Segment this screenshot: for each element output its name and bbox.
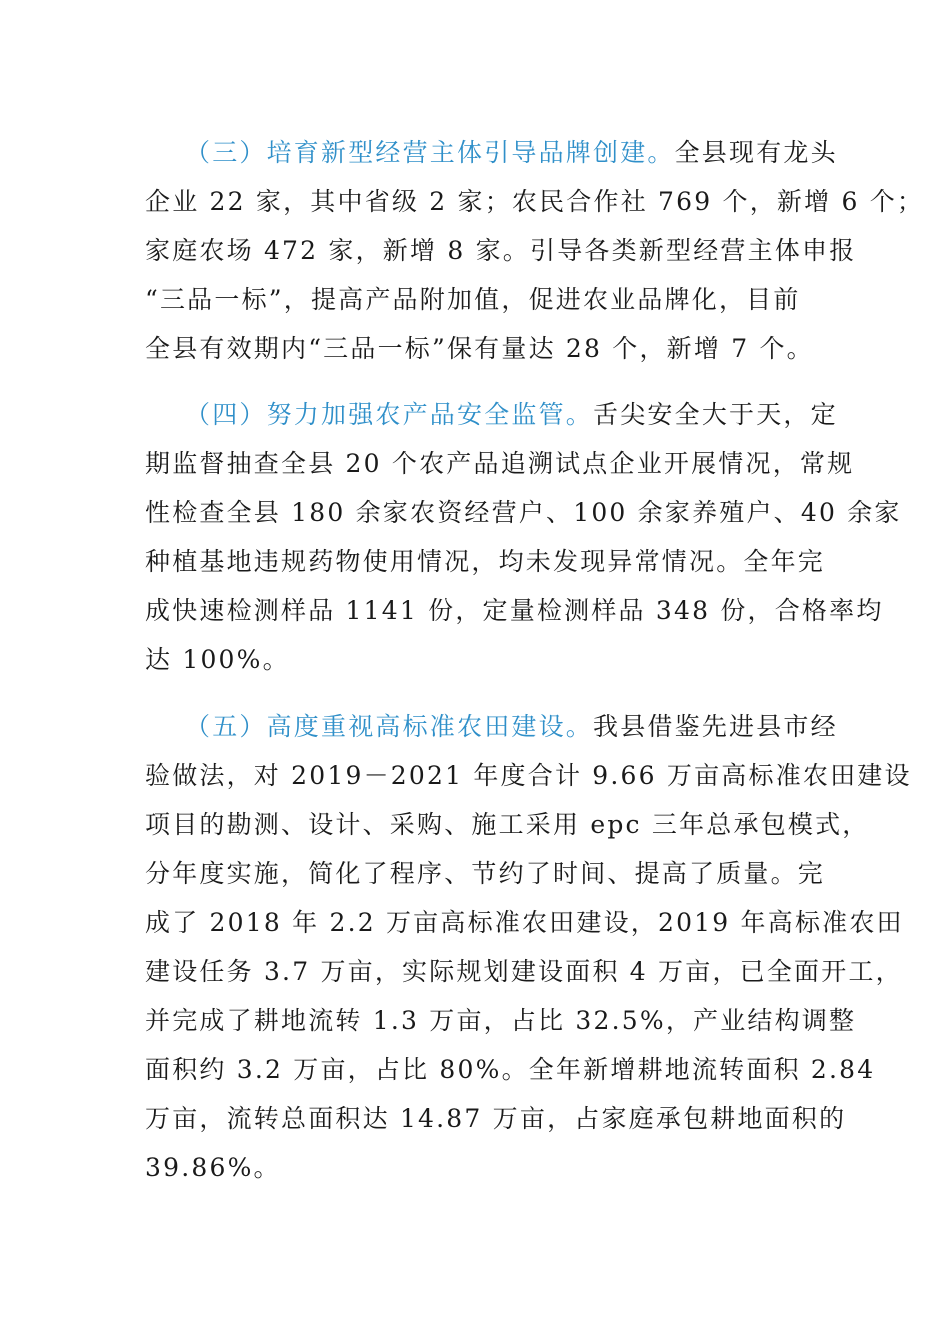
paragraph-line: 建设任务 3.7 万亩，实际规划建设面积 4 万亩，已全面开工， [145,957,903,986]
paragraph-line: 种植基地违规药物使用情况，均未发现异常情况。全年完 [145,547,826,576]
paragraph-line: 成快速检测样品 1141 份，定量检测样品 348 份，合格率均 [145,596,884,625]
paragraph-section-5 [145,702,912,1192]
section-heading: （三）培育新型经营主体引导品牌创建。 [185,138,675,167]
paragraph-line: 全县有效期内“三品一标”保有量达 28 个，新增 7 个。 [145,334,814,363]
paragraph-line: 达 100%。 [145,645,290,674]
paragraph-first-line [145,128,838,177]
paragraph-text: 我县借鉴先进县市经 [593,712,838,741]
paragraph-first-line [145,390,838,439]
paragraph-line: 验做法，对 2019－2021 年度合计 9.66 万亩高标准农田建设 [145,761,912,790]
section-heading: （四）努力加强农产品安全监管。 [185,400,594,429]
paragraph-line: 企业 22 家，其中省级 2 家；农民合作社 769 个，新增 6 个； [145,187,925,216]
paragraph-line: 期监督抽查全县 20 个农产品追溯试点企业开展情况，常规 [145,449,855,478]
paragraph-section-3 [145,128,925,373]
paragraph-section-4 [145,390,902,684]
paragraph-text: 舌尖安全大于天，定 [593,400,838,429]
paragraph-text: 全县现有龙头 [674,138,838,167]
paragraph-line: 家庭农场 472 家，新增 8 家。引导各类新型经营主体申报 [145,236,857,265]
paragraph-line: 成了 2018 年 2.2 万亩高标准农田建设，2019 年高标准农田 [145,908,904,937]
paragraph-line: 项目的勘测、设计、采购、施工采用 epc 三年总承包模式， [145,810,870,839]
paragraph-line: 性检查全县 180 余家农资经营户、100 余家养殖户、40 余家 [145,498,902,527]
paragraph-line: 并完成了耕地流转 1.3 万亩，占比 32.5%，产业结构调整 [145,1006,857,1035]
paragraph-line: 万亩，流转总面积达 14.87 万亩，占家庭承包耕地面积的 [145,1104,847,1133]
paragraph-line: “三品一标”，提高产品附加值，促进农业品牌化，目前 [145,285,801,314]
paragraph-first-line [145,702,838,751]
paragraph-line: 面积约 3.2 万亩，占比 80%。全年新增耕地流转面积 2.84 [145,1055,876,1084]
section-heading: （五）高度重视高标准农田建设。 [185,712,594,741]
paragraph-line: 分年度实施，简化了程序、节约了时间、提高了质量。完 [145,859,826,888]
paragraph-line: 39.86%。 [145,1153,281,1182]
